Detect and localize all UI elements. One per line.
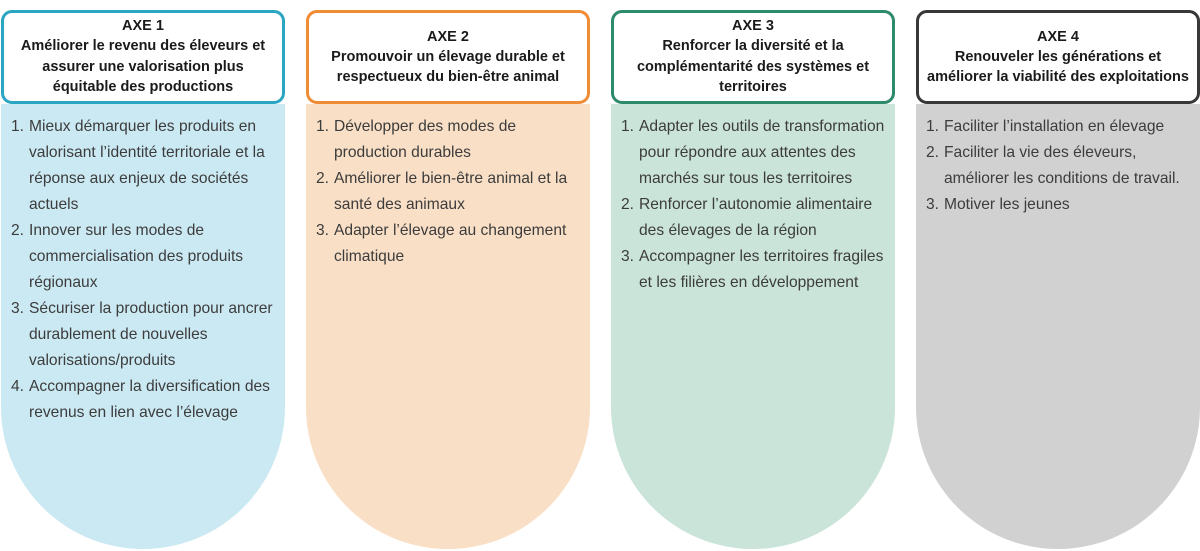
item-number: 1. (621, 118, 635, 135)
axe-4-title: Renouveler les générations et améliorer la viabilité des exploitations (927, 48, 1189, 85)
axe-3-header (611, 10, 895, 104)
list-item (316, 218, 586, 270)
list-item (926, 192, 1196, 218)
axe-1-column (1, 10, 285, 550)
item-number: 3. (316, 222, 330, 239)
axe-1-title: Améliorer le revenu des éleveurs et assurer une valorisation plus équitable des productions (20, 38, 266, 96)
axe-1-header (1, 10, 285, 104)
item-text: Accompagner les territoires fragiles et les filières en développement (639, 248, 884, 291)
axe-4-label: AXE 4 (1037, 28, 1079, 45)
axe-4-column (916, 10, 1200, 550)
item-number: 1. (926, 118, 940, 135)
item-number: 2. (11, 222, 25, 239)
item-number: 2. (621, 196, 635, 213)
item-text: Innover sur les modes de commercialisation des produits régionaux (29, 222, 244, 291)
list-item (621, 114, 891, 192)
axe-2-header (306, 10, 590, 104)
axe-4-header (916, 10, 1200, 104)
list-item (11, 296, 281, 374)
item-text: Sécuriser la production pour ancrer durablement de nouvelles valorisations/produits (29, 300, 273, 369)
axe-1-item-list (11, 114, 281, 426)
item-number: 1. (316, 118, 330, 135)
item-text: Motiver les jeunes (944, 196, 1070, 213)
axe-2-label: AXE 2 (427, 28, 469, 45)
item-text: Développer des modes de production durables (334, 118, 517, 161)
list-item (316, 114, 586, 166)
item-number: 3. (926, 196, 940, 213)
axe-2-column (306, 10, 590, 550)
item-text: Améliorer le bien-être animal et la santé des animaux (334, 170, 568, 213)
list-item (926, 140, 1196, 192)
item-text: Renforcer l’autonomie alimentaire des élevages de la région (639, 196, 873, 239)
axe-2-item-list (316, 114, 586, 270)
axe-3-item-list (621, 114, 891, 296)
item-number: 3. (11, 300, 25, 317)
item-number: 2. (316, 170, 330, 187)
list-item (926, 114, 1196, 140)
list-item (621, 244, 891, 296)
item-number: 1. (11, 118, 25, 135)
list-item (316, 166, 586, 218)
list-item (11, 374, 281, 426)
item-text: Faciliter la vie des éleveurs, améliorer les conditions de travail. (944, 144, 1180, 187)
axe-1-label: AXE 1 (122, 18, 164, 35)
list-item (11, 114, 281, 218)
list-item (11, 218, 281, 296)
item-number: 2. (926, 144, 940, 161)
item-text: Faciliter l’installation en élevage (944, 118, 1165, 135)
item-text: Adapter les outils de transformation pour répondre aux attentes des marchés sur tous les territoires (639, 118, 885, 187)
axe-3-label: AXE 3 (732, 18, 774, 35)
item-text: Adapter l’élevage au changement climatique (334, 222, 567, 265)
item-number: 4. (11, 378, 25, 395)
item-text: Mieux démarquer les produits en valorisant l’identité territoriale et la réponse aux enjeux de sociétés actuels (29, 118, 265, 213)
axe-4-item-list (926, 114, 1196, 218)
axe-2-title: Promouvoir un élevage durable et respectueux du bien-être animal (331, 48, 565, 85)
item-text: Accompagner la diversification des revenus en lien avec l’élevage (29, 378, 270, 421)
item-number: 3. (621, 248, 635, 265)
list-item (621, 192, 891, 244)
axe-3-title: Renforcer la diversité et la complémentarité des systèmes et territoires (636, 38, 870, 96)
axe-3-column (611, 10, 895, 550)
